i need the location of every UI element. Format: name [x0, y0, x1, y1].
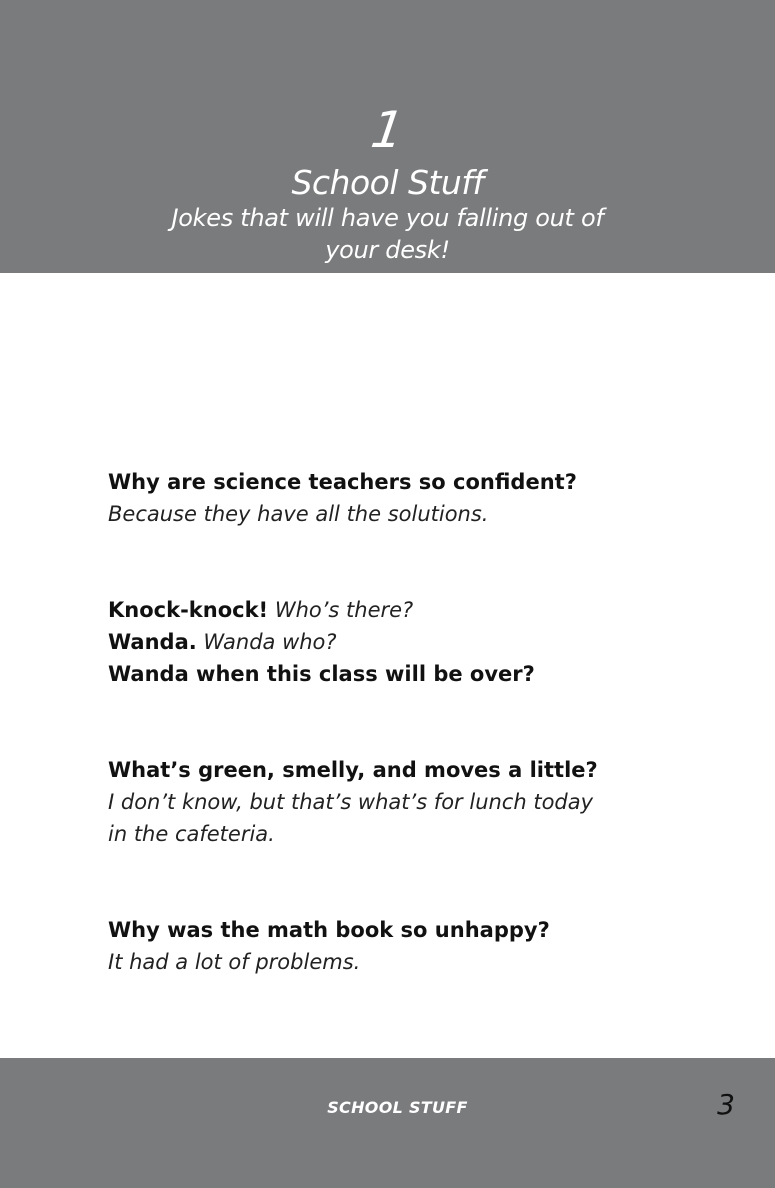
joke-2-knock-knock — [108, 594, 708, 690]
page-footer-band — [0, 1058, 775, 1188]
joke-answer-line-1: I don’t know, but that’s what’s for lunch today — [108, 790, 594, 814]
joke-4 — [108, 914, 708, 978]
joke-answer: Because they have all the solutions. — [108, 502, 489, 526]
chapter-title: School Stuff — [291, 163, 484, 202]
joke-answer: It had a lot of problems. — [108, 950, 361, 974]
joke-question: What’s green, smelly, and moves a little? — [108, 758, 598, 782]
page-number: 3 — [717, 1088, 735, 1121]
running-head: SCHOOL STUFF — [327, 1098, 468, 1117]
chapter-subtitle: Jokes that will have you falling out of your desk! — [171, 204, 604, 264]
knock-knock-name: Wanda. — [108, 630, 197, 654]
joke-3 — [108, 754, 708, 850]
knock-knock-who: Wanda who? — [203, 630, 337, 654]
chapter-header-band — [0, 0, 775, 273]
knock-knock-response: Who’s there? — [274, 598, 414, 622]
joke-question: Why are science teachers so confident? — [108, 470, 577, 494]
knock-knock-call: Knock-knock! — [108, 598, 269, 622]
knock-knock-line-2 — [108, 626, 708, 658]
knock-knock-punchline: Wanda when this class will be over? — [108, 662, 535, 686]
chapter-number: 1 — [367, 101, 408, 159]
jokes-content — [108, 466, 708, 1042]
knock-knock-line-1 — [108, 594, 708, 626]
joke-question: Why was the math book so unhappy? — [108, 918, 550, 942]
joke-answer-line-2: in the cafeteria. — [108, 822, 275, 846]
joke-1 — [108, 466, 708, 530]
